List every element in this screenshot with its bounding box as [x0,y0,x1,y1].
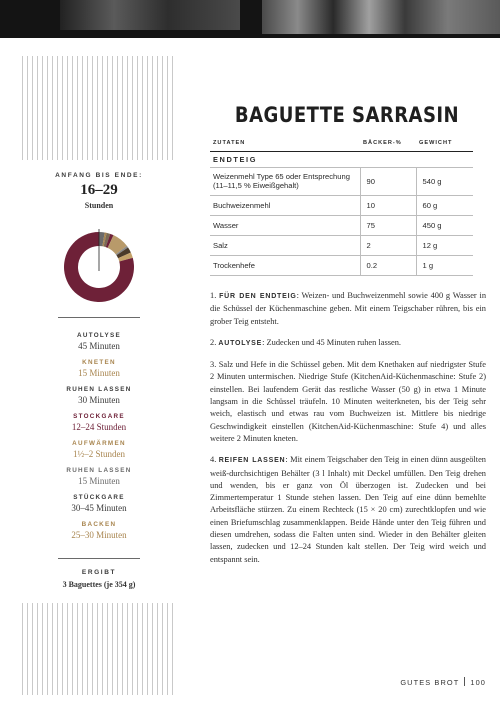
step-duration: 15 Minuten [78,476,120,486]
table-row [210,215,473,235]
header-weight: GEWICHT [416,139,473,151]
top-photo-left [60,0,240,30]
timeline-step [22,440,176,467]
step-number: 4. [210,455,217,465]
step-number: 1. [210,291,217,300]
timeline-step [22,494,176,521]
step-number: 2. [210,337,217,347]
timeline-step [22,332,176,359]
timeline-step [22,359,176,386]
top-photo-strip [0,0,500,47]
total-time-heading: ANFANG BIS ENDE: [55,172,143,179]
header-baker-percent: BÄCKER-% [360,139,416,151]
baker-percent: 2 [360,235,416,255]
timeline-step [22,386,176,413]
step-list [22,332,176,548]
step-duration: 45 Minuten [78,341,120,351]
decorative-stripes-top [22,56,176,160]
step-label: RUHEN LASSEN [66,386,132,393]
ingredient-weight: 60 g [416,195,473,215]
ingredient-weight: 1 g [416,255,473,275]
sidebar-rule-bottom [58,558,140,559]
timeline-sidebar [22,172,176,589]
recipe-title: BAGUETTE SARRASIN [234,103,460,127]
step-duration: 15 Minuten [78,368,120,378]
timeline-step [22,413,176,440]
baker-percent: 90 [360,167,416,195]
donut-svg [61,229,137,305]
yield-block [22,569,176,589]
ingredient-name: Weizenmehl Type 65 oder Entsprechung (11–11,5 % Eiweißgehalt) [210,167,360,195]
table-header-row [210,139,473,151]
total-time-unit: Stunden [84,201,114,210]
footer-separator [464,677,465,686]
table-row [210,235,473,255]
top-photo-edge [0,38,500,47]
ingredient-weight: 540 g [416,167,473,195]
total-time-value: 16–29 [80,182,118,198]
step-duration: 25–30 Minuten [71,530,127,540]
step-label: STÜCKGARE [73,494,125,501]
page-number: 100 [470,678,486,687]
step-label: AUTOLYSE [77,332,121,339]
timeline-step [22,521,176,548]
instruction-step-4 [210,454,486,566]
ingredient-table [210,139,473,276]
ingredient-name: Buchweizenmehl [210,195,360,215]
instruction-step-2 [210,337,486,350]
ingredient-name: Wasser [210,215,360,235]
step-text: : Weizen- und Buchweizenmehl sowie 400 g Wasser in die Schüssel der Küchenmaschine geben. Mit einem Teigschaber rühren, bis ein grober Teig entsteht. [210,291,487,326]
sidebar-rule-top [58,317,140,318]
step-label: BACKEN [81,521,117,528]
table-section-row [210,151,473,167]
decorative-stripes-bottom [22,603,176,695]
timeline-step [22,467,176,494]
timeline-donut-chart [61,229,137,305]
baker-percent: 75 [360,215,416,235]
step-label: AUFWÄRMEN [72,440,126,447]
step-duration: 12–24 Stunden [71,422,127,432]
table-row [210,255,473,275]
step-duration: 1½–2 Stunden [72,449,125,459]
baker-percent: 10 [360,195,416,215]
header-ingredients: ZUTATEN [210,139,360,151]
baker-percent: 0.2 [360,255,416,275]
step-duration: 30–45 Minuten [71,503,127,513]
step-text: : Mit einem Teigschaber den Teig in einen dünn ausgeölten weiß-durchsichtigen Behälter (3 l Inhalt) mit Deckel umfüllen. Den Teig drehen und wenden, bis er ganz von Öl überzogen ist. Zudecken und bei Zimmertemperatur 1 Stunde stehen lassen. Den Teig auf eine dünn bemehlte Arbeitsfläche stürzen. Zu einem Rechteck (15 × 20 cm) zurechtklopfen und wie einen Briefumschlag zusammenklappen. Beide Hände unter den Teig führen und diesen umdrehen, sodass die Falten unten sind. Wieder in den Behälter gleiten lassen, zudecken und 12–24 Stunden kalt stellen. Der Teig wird weich und entspannt sein. [210,455,486,564]
instructions [210,290,486,575]
page-footer [400,677,486,687]
top-photo-right [262,0,500,34]
book-title: GUTES BROT [400,678,460,687]
ingredient-name: Salz [210,235,360,255]
step-keyword: FÜR DEN ENDTEIG [219,293,297,300]
yield-value: 3 Baguettes (je 354 g) [62,580,136,589]
step-label: STOCKGARE [73,413,125,420]
instruction-step-1 [210,290,486,328]
step-label: KNETEN [82,359,116,366]
step-duration: 30 Minuten [78,395,120,405]
section-label: ENDTEIG [210,151,473,167]
table-row [210,167,473,195]
yield-label: ERGIBT [81,569,117,576]
step-keyword: REIFEN LASSEN [218,457,286,465]
ingredient-weight: 450 g [416,215,473,235]
table-row [210,195,473,215]
step-text: : Zudecken und 45 Minuten ruhen lassen. [262,337,401,347]
ingredient-name: Trockenhefe [210,255,360,275]
ingredient-weight: 12 g [416,235,473,255]
step-keyword: AUTOLYSE [218,339,263,347]
instruction-step-3: 3. Salz und Hefe in die Schüssel geben. Mit dem Knethaken auf niedrigster Stufe 2 Minuten untermischen. Niedrige Stufe (KitchenAid-Küchenmaschine: Stufe 2) einstellen. Bei laufendem Gerät das restliche Wasser (50 g) in etwa 1 Minute langsam in die Schüssel träufeln. 10 Minuten weiterkneten, bis der Teig sehr weich, elastisch und etwas rau vom Buchweizen ist. Mittlere bis niedrige Geschwindigkeit einstellen (KitchenAid-Küchenmaschine: Stufe 4) und alles weitere 2 Minuten kneten. [210,360,486,443]
step-label: RUHEN LASSEN [66,467,132,474]
